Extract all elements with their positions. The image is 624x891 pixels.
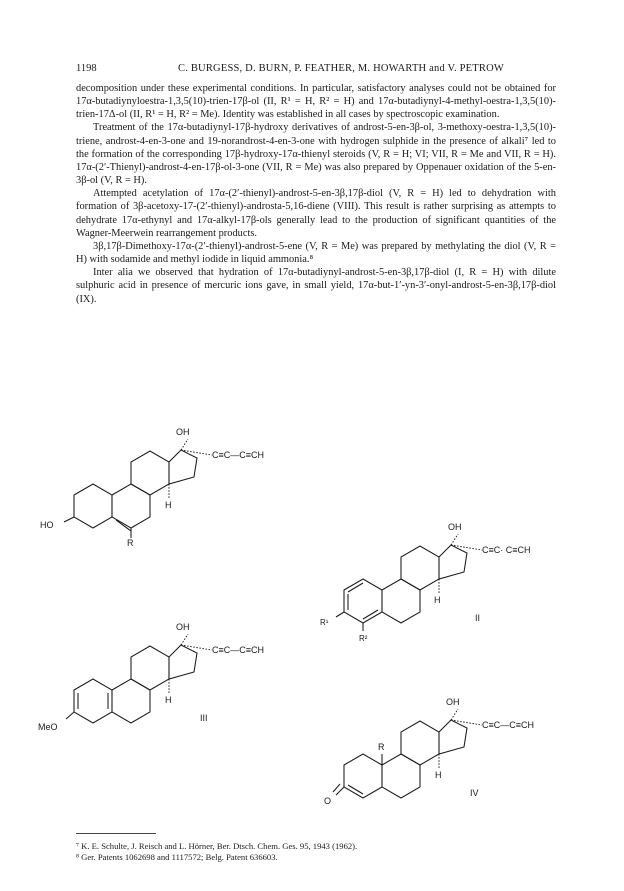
structure-IV-oh: OH: [446, 697, 460, 707]
footnote-7: ⁷ K. E. Schulte, J. Reisch and L. Hörner, Ber. Dtsch. Chem. Ges. 95, 1943 (1962).: [76, 841, 358, 851]
paragraph-1: decomposition under these experimental conditions. In particular, satisfactory analyses could not be obtained for 17α-butadiynyloestra-1,3,5(10)-trien-17β-ol (II, R¹ = H, R² = H) and 17α-butadiynyl-4-methyl-oestra-1,3,5(10)-trien-17Δ-ol (II, R¹ = H, R² = Me). Identity was established in all cases by spectroscopic examination.: [76, 83, 556, 121]
structure-III-roman: III: [200, 713, 208, 723]
author-line: C. BURGESS, D. BURN, P. FEATHER, M. HOWARTH and V. PETROW: [178, 63, 504, 74]
structure-IV-roman: IV: [470, 788, 479, 798]
paragraph-4: 3β,17β-Dimethoxy-17α-(2′-thienyl)-androst-5-ene (V, R = Me) was prepared by methylating the diol (V, R = H) with sodamide and methyl iodide in liquid ammonia.⁸: [76, 240, 556, 266]
structure-I: [40, 427, 264, 548]
structure-I-h: H: [165, 500, 172, 510]
paragraph-2: Treatment of the 17α-butadiynyl-17β-hydroxy derivatives of androst-5-en-3β-ol, 3-methoxy-oestra-1,3,5(10)-triene, androst-4-en-3-one and 19-norandrost-4-en-3-one with hydrogen sulphide in the presence of alkali⁷ led to the formation of the corresponding 17β-hydroxy-17α-thienyl steroids (V, R = H; VI; VII, R = Me and VII, R = H). 17α-(2′-Thienyl)-androst-4-en-17β-ol-3-one (VII, R = Me) was also prepared by Oppenauer oxidation of the 5-en-3β-ol (V, R = H).: [76, 122, 556, 187]
structure-IV-chain: C≡C—C≡CH: [482, 720, 535, 730]
footnote-rule: [76, 833, 156, 834]
paragraph-5: Inter alia we observed that hydration of 17α-butadiynyl-androst-5-en-3β,17β-diol (I, R = H) with dilute sulphuric acid in presence of mercuric ions gave, in small yield, 17α-but-1′-yn-3′-onyl-androst-5-en-3β,17β-diol (IX).: [76, 267, 556, 305]
structure-IV-o: O: [324, 796, 332, 806]
structure-IV-r: R: [378, 742, 385, 752]
running-header: [76, 63, 556, 74]
structure-II-h: H: [434, 595, 441, 605]
structure-I-r: R: [127, 538, 134, 548]
structure-II-oh: OH: [448, 522, 462, 532]
footnotes: [76, 841, 556, 863]
structure-IV-h: H: [435, 770, 442, 780]
structure-I-oh: OH: [176, 427, 190, 437]
structure-III-meo: MeO: [38, 722, 58, 732]
structure-I-chain: C≡C—C≡CH: [212, 450, 265, 460]
footnote-8: ⁸ Ger. Patents 1062698 and 1117572; Belg. Patent 636603.: [76, 852, 278, 862]
structure-III-chain: C≡C—C≡CH: [212, 645, 265, 655]
structure-IV: [324, 697, 534, 806]
body-text: [76, 82, 556, 306]
structure-III-oh: OH: [176, 622, 190, 632]
page-number: 1198: [76, 63, 97, 74]
structure-II-chain: C≡C· C≡CH: [482, 545, 531, 555]
structure-II-r1: R¹: [320, 618, 329, 627]
paragraph-3: Attempted acetylation of 17α-(2′-thienyl)-androst-5-en-3β,17β-diol (V, R = H) led to dehydration with formation of 3β-acetoxy-17-(2′-thienyl)-androsta-5,16-diene (VIII). This result is rather surprising as attempts to dehydrate 17α-ethynyl and 17α-alkyl-17β-ols generally lead to the production of significant quantities of the Wagner-Meerwein rearrangement products.: [76, 188, 556, 239]
structure-diagrams: [38, 427, 560, 820]
structure-I-ho: HO: [40, 520, 54, 530]
structure-II: [320, 522, 531, 643]
structure-II-r2: R²: [359, 634, 368, 643]
structure-III-h: H: [165, 695, 172, 705]
structure-II-roman: II: [475, 613, 481, 623]
structure-III: [38, 622, 264, 732]
